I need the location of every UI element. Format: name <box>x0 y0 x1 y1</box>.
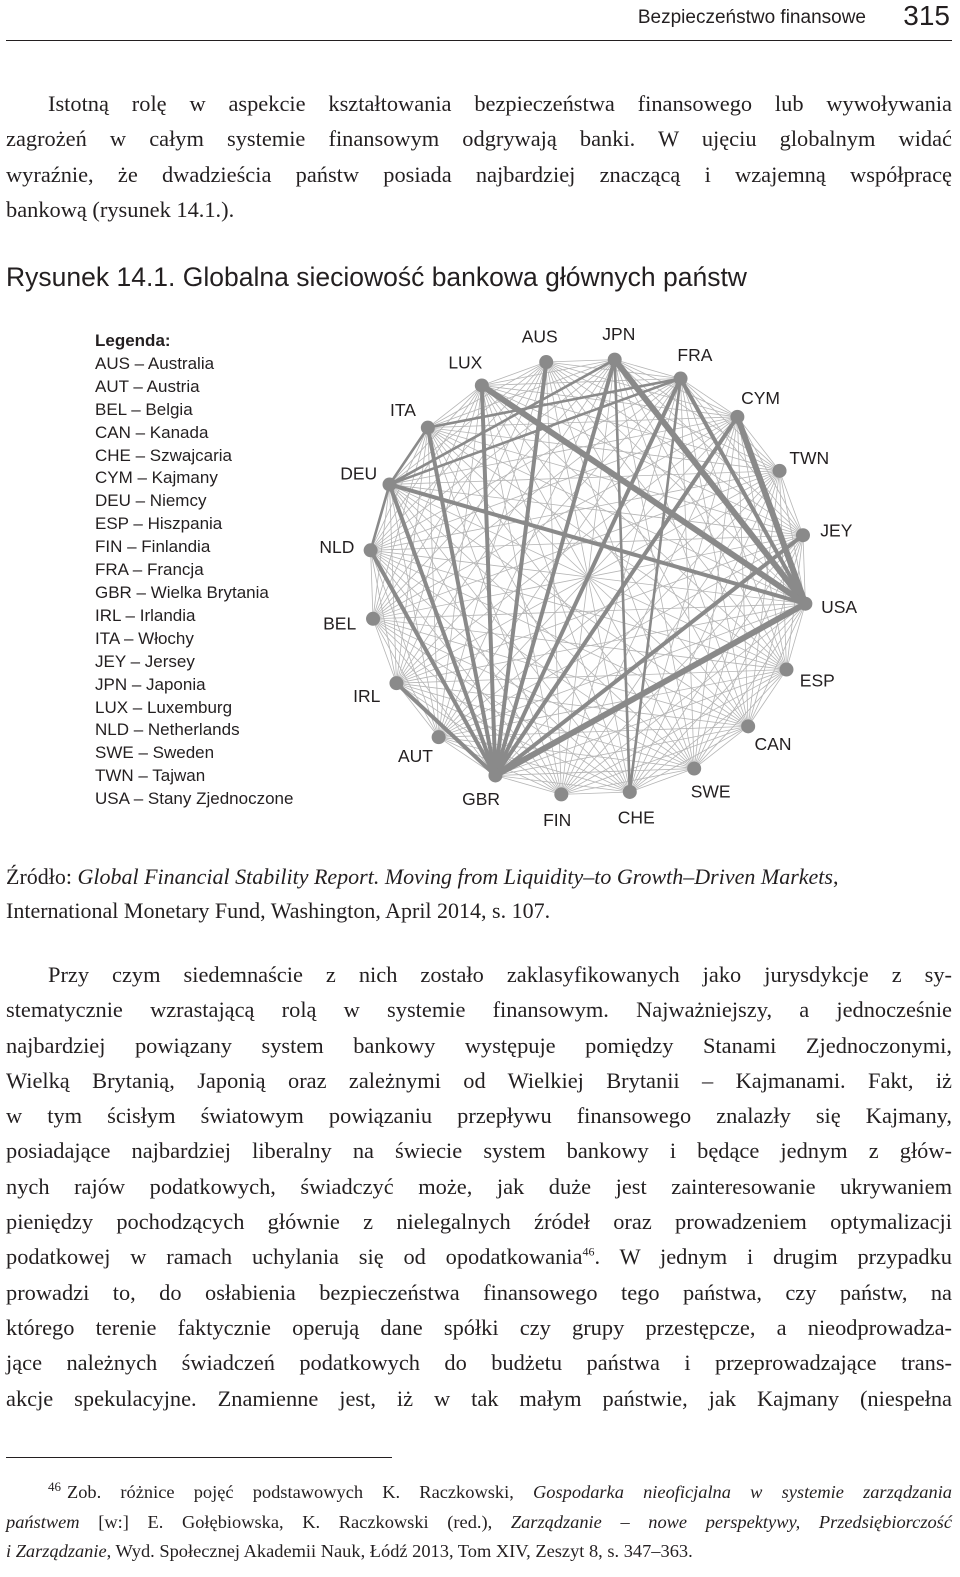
node-label-can: CAN <box>754 734 792 755</box>
body-paragraph <box>6 957 952 1416</box>
text-line: wyraźnie, że dwadzieścia państw posiada najbardziej znaczącą i wzajemną współpracę <box>6 161 952 187</box>
legend-item: ESP – Hiszpania <box>95 514 223 534</box>
source-label: Źródło: <box>6 864 78 889</box>
legend-item: NLD – Netherlands <box>95 720 240 740</box>
node-label-che: CHE <box>617 807 655 828</box>
footnote-rule <box>6 1457 392 1458</box>
node-label-bel: BEL <box>323 613 357 634</box>
legend-item: CYM – Kajmany <box>95 468 218 488</box>
node-aus <box>539 355 553 369</box>
text-segment: i Zarządzanie <box>6 1541 107 1561</box>
text-segment: . W jednym i drugim przypadku <box>594 1244 952 1270</box>
text-line: posiadające najbardziej liberalny na świecie system bankowy i będące jednym z głów- <box>6 1138 952 1164</box>
text-line: Wielką Brytanią, Japonią oraz zależnymi od Wielkiej Brytanii – Kajmanami. Fakt, iż <box>6 1067 952 1093</box>
node-jey <box>796 528 810 542</box>
legend-heading: Legenda: <box>95 331 171 350</box>
footnote-line <box>6 1537 952 1566</box>
node-usa <box>798 597 812 611</box>
legend-item: SWE – Sweden <box>95 743 215 763</box>
network-link <box>737 417 779 471</box>
figure-source <box>6 860 952 928</box>
node-label-jey: JEY <box>820 520 853 541</box>
footnote-line <box>6 1478 952 1508</box>
text-line <box>6 1239 952 1274</box>
node-esp <box>779 663 793 677</box>
text-segment: Zob. różnice pojęć podstawowych K. Raczkowski, <box>67 1482 533 1502</box>
network-link <box>373 619 439 737</box>
text-line: którego terenie faktycznie operują dane spółki czy grupy przestępcze, a nieodprowadza- <box>6 1314 952 1340</box>
node-label-lux: LUX <box>448 352 483 373</box>
figure-legend <box>95 330 293 811</box>
text-segment: państwem <box>6 1512 80 1532</box>
legend-item: FRA – Francja <box>95 560 204 580</box>
node-can <box>741 719 755 733</box>
source-punct: , <box>832 864 839 889</box>
text-line: w tym ścisłym światowym powiązaniu przepływu finansowego znalazły się Kajmany, <box>6 1103 952 1129</box>
node-bel <box>366 612 380 626</box>
text-line: prowadzi to, do osłabienia bezpieczeństwa finansowego tego państwa, czy państw, na <box>6 1279 952 1305</box>
node-label-aut: AUT <box>397 746 433 767</box>
footnote-line <box>6 1508 952 1537</box>
node-label-esp: ESP <box>799 670 835 691</box>
legend-item: BEL – Belgia <box>95 399 193 419</box>
node-jpn <box>608 353 622 367</box>
text-line: akcje spekulacyjne. Znamienne jest, iż w tak małym państwie, jak Kajmany (niespełna <box>6 1385 952 1411</box>
node-fra <box>674 372 688 386</box>
text-line: najbardziej powiązany system bankowy występuje pomiędzy Stanami Zjednoczonymi, <box>6 1032 952 1058</box>
legend-item: AUS – Australia <box>95 353 215 373</box>
network-link <box>615 360 780 471</box>
node-label-fra: FRA <box>677 344 713 365</box>
figure-title: Rysunek 14.1. Globalna sieciowość bankowa głównych państw <box>6 262 747 292</box>
page-number: 315 <box>903 0 950 31</box>
text-segment: podatkowej w ramach uchylania się od opodatkowania <box>6 1244 583 1270</box>
node-aut <box>432 730 446 744</box>
node-deu <box>383 477 397 491</box>
node-ita <box>421 421 435 435</box>
footnote-ref[interactable]: 46 <box>582 1244 595 1259</box>
text-segment: Zarządzanie – nowe perspektywy, Przedsiębiorczość <box>510 1512 952 1532</box>
node-label-swe: SWE <box>690 781 731 802</box>
strong-link <box>737 417 805 604</box>
text-line: jące należnych świadczeń podatkowych do budżetu państwa i przeprowadzające trans- <box>6 1350 952 1376</box>
legend-item: CAN – Kanada <box>95 422 209 442</box>
text-segment: [w:] E. Gołębiowska, K. Raczkowski (red.), <box>79 1512 511 1532</box>
legend-item: AUT – Austria <box>95 376 200 396</box>
node-lux <box>475 378 489 392</box>
node-label-irl: IRL <box>353 685 381 706</box>
legend-item: JEY – Jersey <box>95 651 195 671</box>
node-label-aus: AUS <box>521 326 558 347</box>
node-twn <box>773 464 787 478</box>
node-label-cym: CYM <box>741 387 780 408</box>
node-label-fin: FIN <box>543 810 572 831</box>
legend-item: USA – Stany Zjednoczone <box>95 789 294 809</box>
node-label-twn: TWN <box>789 448 830 469</box>
header-section-title: Bezpieczeństwo finansowe <box>637 7 866 28</box>
node-label-usa: USA <box>821 596 858 617</box>
node-irl <box>389 676 403 690</box>
node-che <box>623 785 637 799</box>
legend-item: FIN – Finlandia <box>95 537 211 557</box>
legend-item: ITA – Włochy <box>95 628 194 648</box>
network-link <box>694 726 748 768</box>
node-swe <box>687 762 701 776</box>
text-line: bankową (rysunek 14.1.). <box>6 196 235 222</box>
node-fin <box>554 787 568 801</box>
node-label-gbr: GBR <box>462 789 501 810</box>
legend-item: LUX – Luxemburg <box>95 697 233 717</box>
source-title: Global Financial Stability Report. Moving from Liquidity–to Growth–Driven Markets <box>77 864 833 889</box>
network-link <box>371 385 482 550</box>
footnote-number: 46 <box>48 1479 61 1494</box>
text-segment: Gospodarka nieoficjalna w systemie zarządzania <box>532 1482 952 1502</box>
legend-item: GBR – Wielka Brytania <box>95 582 269 602</box>
node-label-jpn: JPN <box>602 323 636 344</box>
source-publisher: International Monetary Fund, Washington, April 2014, s. 107. <box>6 898 551 923</box>
node-label-deu: DEU <box>340 463 378 484</box>
legend-item: IRL – Irlandia <box>95 605 196 625</box>
node-label-nld: NLD <box>319 537 355 558</box>
text-line: stematycznie wzrastającą rolą w systemie finansowym. Najważniejszy, a jednocześnie <box>6 997 952 1023</box>
node-label-ita: ITA <box>389 399 416 420</box>
footnote <box>6 1478 952 1566</box>
text-line: zagrożeń w całym systemie finansowym odgrywają banki. W ujęciu globalnym widać <box>6 126 952 152</box>
network-link <box>371 550 439 737</box>
node-cym <box>730 410 744 424</box>
legend-item: TWN – Tajwan <box>95 766 206 786</box>
node-nld <box>364 543 378 557</box>
text-line: Przy czym siedemnaście z nich zostało zaklasyfikowanych jako jurysdykcje z sy- <box>48 962 952 987</box>
legend-item: JPN – Japonia <box>95 674 206 694</box>
text-line: Istotną rolę w aspekcie kształtowania bezpieczeństwa finansowego lub wywoływania <box>48 91 952 116</box>
legend-item: DEU – Niemcy <box>95 491 207 511</box>
text-segment: , Wyd. Społecznej Akademii Nauk, Łódź 2013, Tom XIV, Zeszyt 8, s. 347–363. <box>106 1541 693 1561</box>
node-gbr <box>488 768 502 782</box>
text-line: nych rajów podatkowych, świadczyć może, jak duże jest zainteresowanie ukrywaniem <box>6 1173 952 1199</box>
legend-item: CHE – Szwajcaria <box>95 445 232 465</box>
text-line: pieniędzy pochodzących głównie z nielegalnych źródeł oraz prowadzeniem optymalizacji <box>6 1209 952 1235</box>
